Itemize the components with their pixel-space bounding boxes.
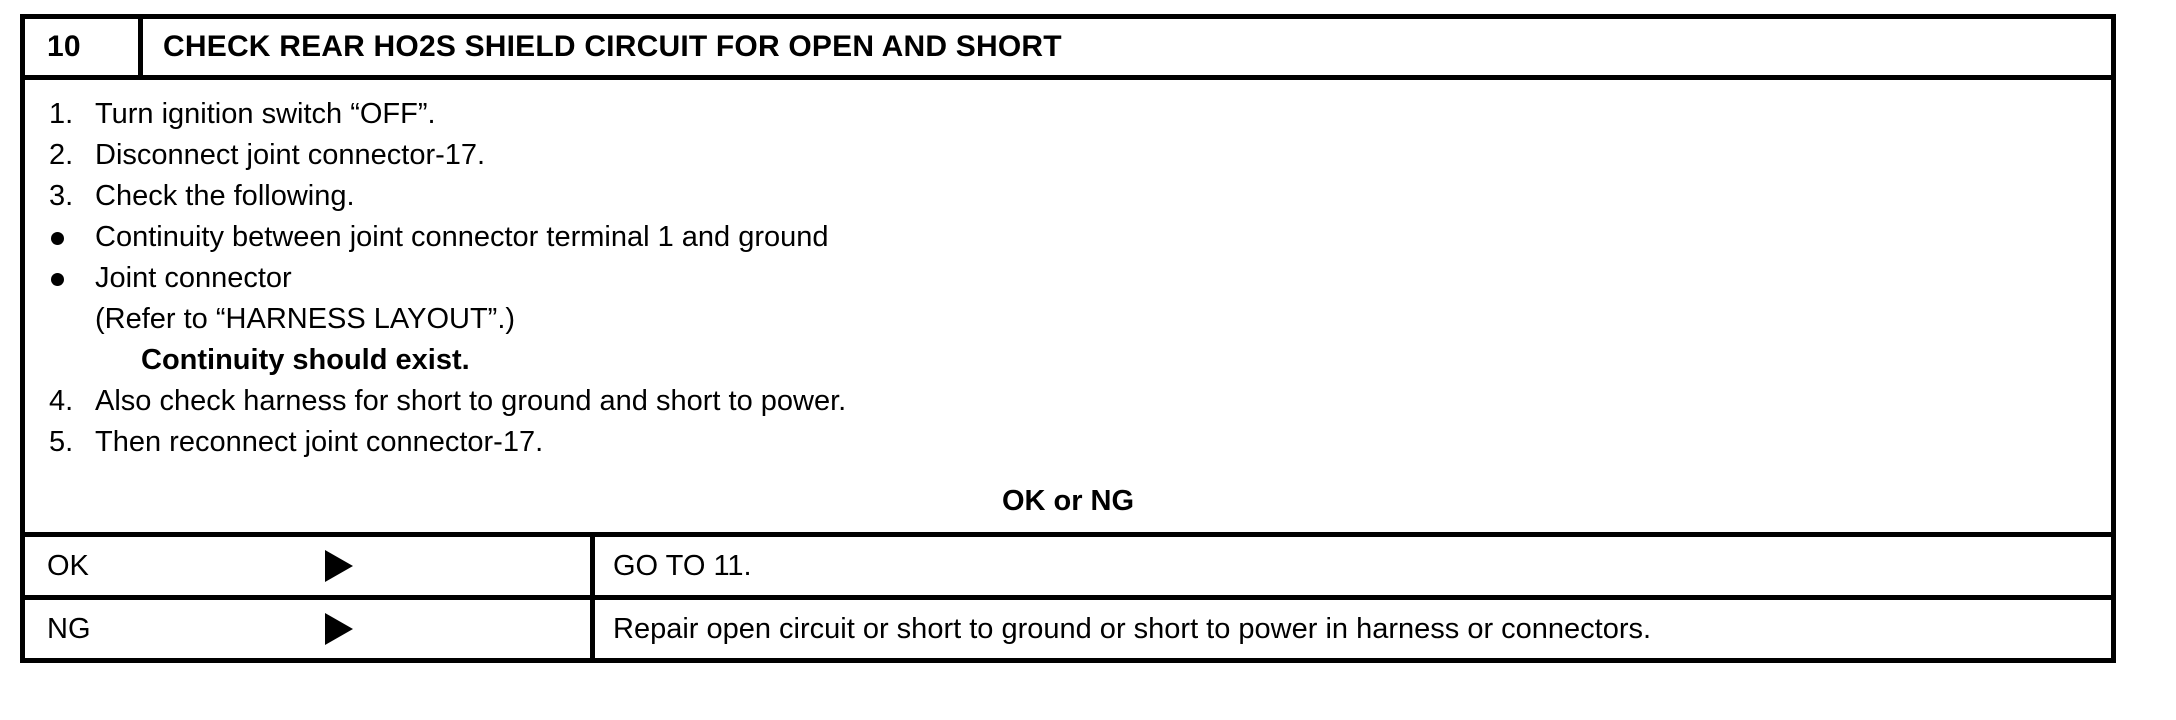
procedure-list [25,94,2111,463]
verdict-label: OK or NG [1001,485,1135,517]
list-item-text: Then reconnect joint connector-17. [95,426,544,458]
step-header-row [25,19,2111,80]
result-row-ok [25,537,2111,600]
list-item-text: Turn ignition switch “OFF”. [95,98,436,130]
list-item [25,258,2111,299]
list-item-text: Continuity between joint connector terminal 1 and ground [95,221,829,253]
result-action: GO TO 11. [613,549,752,582]
list-item [25,94,2111,135]
arrow-right-icon [325,550,353,582]
list-item [25,176,2111,217]
result-label [25,600,595,658]
list-item-text: Joint connector [95,262,292,294]
procedure-body [25,80,2111,537]
step-title: CHECK REAR HO2S SHIELD CIRCUIT FOR OPEN AND SHORT [163,30,1062,63]
list-item [25,135,2111,176]
list-marker: 2. [49,139,74,171]
list-item-emphasis [25,340,2111,381]
list-item [25,217,2111,258]
arrow-right-icon [325,613,353,645]
step-number: 10 [25,19,143,75]
list-item-text: Continuity should exist. [141,344,470,376]
list-item-text: (Refer to “HARNESS LAYOUT”.) [95,303,516,335]
list-item-text: Also check harness for short to ground and short to power. [95,385,847,417]
result-label-text: OK [47,549,89,582]
result-action: Repair open circuit or short to ground or short to power in harness or connectors. [613,612,1652,645]
list-item-text: Check the following. [95,180,355,212]
list-marker: 3. [49,180,74,212]
list-item [25,422,2111,463]
list-marker: 4. [49,385,74,417]
result-label [25,537,595,595]
result-row-ng [25,600,2111,658]
list-item-note [25,299,2111,340]
diagnostic-step-table [20,14,2116,663]
list-marker: 5. [49,426,74,458]
list-item [25,381,2111,422]
result-label-text: NG [47,612,91,645]
list-item-text: Disconnect joint connector-17. [95,139,486,171]
list-marker: 1. [49,98,74,130]
